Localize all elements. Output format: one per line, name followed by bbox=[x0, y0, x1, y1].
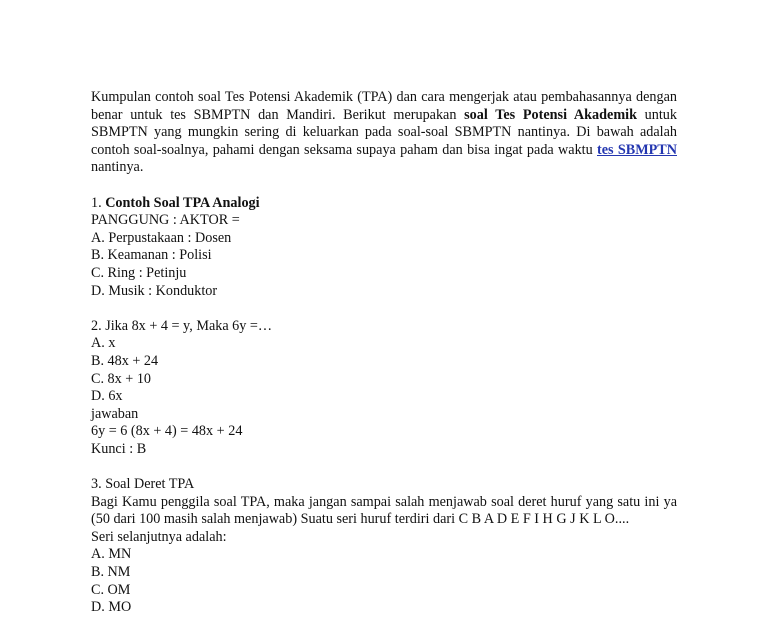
q3-option-d: D. MO bbox=[91, 599, 132, 616]
q2-option-c: C. 8x + 10 bbox=[91, 370, 152, 387]
q2-work: 6y = 6 (8x + 4) = 48x + 24 bbox=[91, 423, 243, 440]
q1-heading bbox=[91, 195, 677, 213]
q1-option-c: C. Ring : Petinju bbox=[91, 264, 187, 281]
tes-sbmptn-link[interactable]: tes SBMPTN bbox=[597, 141, 677, 158]
intro-text-3: nantinya. bbox=[91, 159, 144, 176]
q1-title: Contoh Soal TPA Analogi bbox=[105, 194, 260, 211]
q2-option-a: A. x bbox=[91, 335, 116, 352]
spacer bbox=[91, 458, 677, 476]
q1-option-b: B. Keamanan : Polisi bbox=[91, 247, 212, 264]
intro-bold-term: soal Tes Potensi Akademik bbox=[464, 106, 637, 123]
q2-answer-label: jawaban bbox=[91, 405, 139, 422]
intro-paragraph bbox=[91, 89, 677, 177]
intro-text-1: Kumpulan contoh soal Tes Potensi Akademik (TPA) dan cara mengerjak atau pembahasannya dengan benar untuk tes SBMPTN dan Mandiri. Berikut merupakan bbox=[91, 89, 677, 123]
q3-title: 3. Soal Deret TPA bbox=[91, 476, 195, 493]
q3-option-b: B. NM bbox=[91, 564, 131, 581]
q3-question: Seri selanjutnya adalah: bbox=[91, 528, 227, 545]
intro-text-2: untuk SBMPTN yang mungkin sering di keluarkan pada soal-soal SBMPTN nantinya. Di bawah adalah contoh soal-soalnya, pahami dengan seksama supaya paham dan bisa ingat pada waktu bbox=[91, 106, 677, 158]
q3-body: Bagi Kamu penggila soal TPA, maka jangan sampai salah menjawab soal deret huruf yang satu ini ya (50 dari 100 masih salah menjawab) Suatu seri huruf terdiri dari C B A D E F I H G J K L O.... bbox=[91, 493, 677, 528]
q1-prompt: PANGGUNG : AKTOR = bbox=[91, 212, 240, 229]
q1-option-d: D. Musik : Konduktor bbox=[91, 282, 218, 299]
q3-option-c: C. OM bbox=[91, 581, 131, 598]
q2-key: Kunci : B bbox=[91, 440, 147, 457]
spacer bbox=[91, 177, 677, 195]
document-page bbox=[91, 89, 677, 617]
q2-option-d: D. 6x bbox=[91, 388, 123, 405]
q3-option-a: A. MN bbox=[91, 546, 132, 563]
q1-number: 1. bbox=[91, 194, 102, 211]
q2-option-b: B. 48x + 24 bbox=[91, 352, 159, 369]
q1-option-a: A. Perpustakaan : Dosen bbox=[91, 229, 232, 246]
q2-prompt: 2. Jika 8x + 4 = y, Maka 6y =… bbox=[91, 317, 273, 334]
spacer bbox=[91, 300, 677, 318]
